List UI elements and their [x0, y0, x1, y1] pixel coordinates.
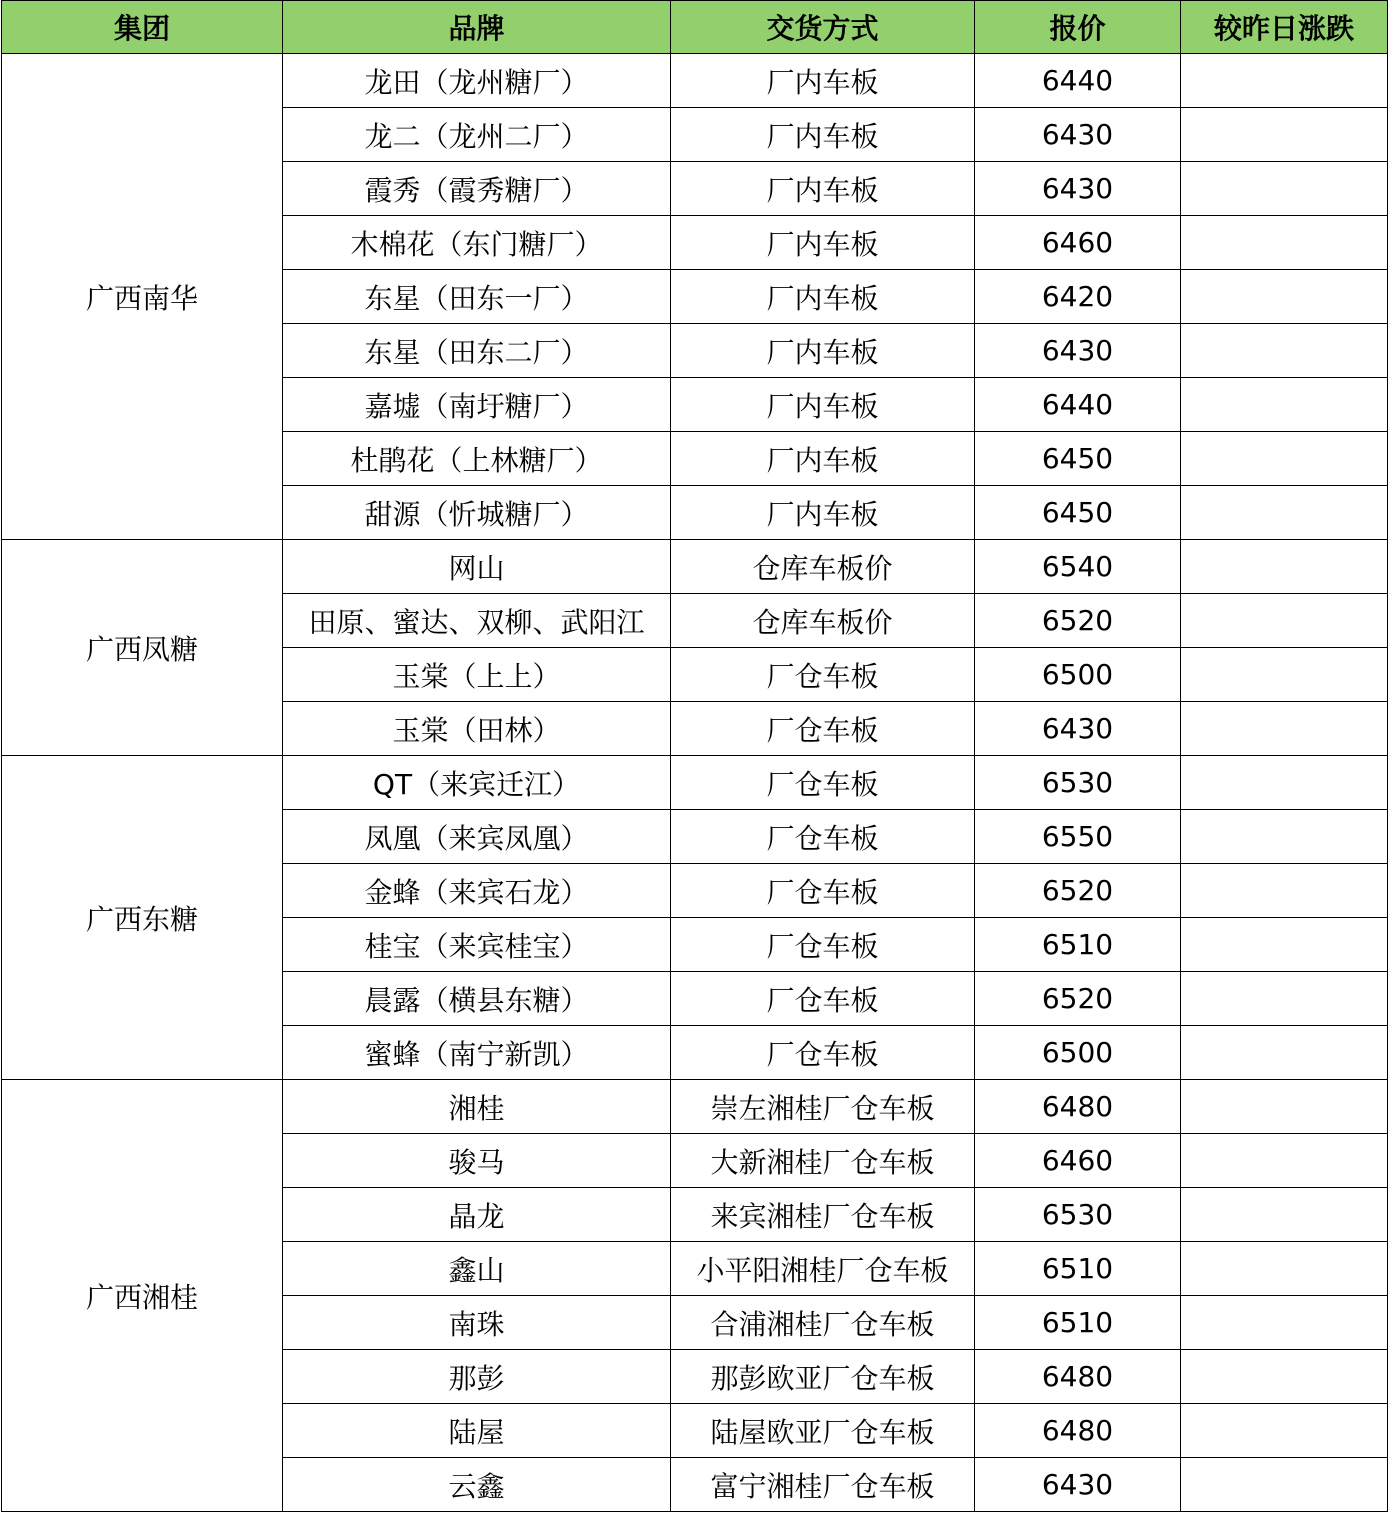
brand-cell: 云鑫 — [283, 1458, 671, 1512]
price-cell: 6520 — [975, 972, 1181, 1026]
table-body — [2, 54, 1388, 1512]
delivery-method-cell: 仓库车板价 — [671, 540, 975, 594]
table-row — [2, 1080, 1388, 1134]
brand-cell: 嘉墟（南圩糖厂） — [283, 378, 671, 432]
brand-cell: 杜鹃花（上林糖厂） — [283, 432, 671, 486]
change-cell — [1181, 594, 1388, 648]
delivery-method-cell: 厂内车板 — [671, 486, 975, 540]
change-cell — [1181, 540, 1388, 594]
header-change: 较昨日涨跌 — [1181, 1, 1388, 54]
change-cell — [1181, 918, 1388, 972]
price-cell: 6530 — [975, 1188, 1181, 1242]
price-cell: 6530 — [975, 756, 1181, 810]
table-row — [2, 540, 1388, 594]
brand-cell: 晨露（横县东糖） — [283, 972, 671, 1026]
delivery-method-cell: 厂仓车板 — [671, 864, 975, 918]
change-cell — [1181, 432, 1388, 486]
brand-cell: 那彭 — [283, 1350, 671, 1404]
change-cell — [1181, 702, 1388, 756]
brand-cell: 蜜蜂（南宁新凯） — [283, 1026, 671, 1080]
brand-cell: 木棉花（东门糖厂） — [283, 216, 671, 270]
group-name-cell: 广西凤糖 — [2, 540, 283, 756]
delivery-method-cell: 来宾湘桂厂仓车板 — [671, 1188, 975, 1242]
change-cell — [1181, 54, 1388, 108]
delivery-method-cell: 厂内车板 — [671, 108, 975, 162]
change-cell — [1181, 1350, 1388, 1404]
change-cell — [1181, 324, 1388, 378]
brand-cell: 龙二（龙州二厂） — [283, 108, 671, 162]
delivery-method-cell: 厂内车板 — [671, 270, 975, 324]
change-cell — [1181, 486, 1388, 540]
delivery-method-cell: 合浦湘桂厂仓车板 — [671, 1296, 975, 1350]
change-cell — [1181, 756, 1388, 810]
header-delivery: 交货方式 — [671, 1, 975, 54]
group-name-cell: 广西东糖 — [2, 756, 283, 1080]
price-cell: 6450 — [975, 432, 1181, 486]
change-cell — [1181, 162, 1388, 216]
brand-cell: 陆屋 — [283, 1404, 671, 1458]
price-cell: 6510 — [975, 918, 1181, 972]
price-cell: 6480 — [975, 1404, 1181, 1458]
header-brand: 品牌 — [283, 1, 671, 54]
change-cell — [1181, 1188, 1388, 1242]
price-cell: 6430 — [975, 324, 1181, 378]
price-cell: 6420 — [975, 270, 1181, 324]
brand-cell: 桂宝（来宾桂宝） — [283, 918, 671, 972]
change-cell — [1181, 1242, 1388, 1296]
price-cell: 6540 — [975, 540, 1181, 594]
price-cell: 6520 — [975, 594, 1181, 648]
brand-cell: 凤凰（来宾凤凰） — [283, 810, 671, 864]
change-cell — [1181, 1458, 1388, 1512]
brand-cell: 龙田（龙州糖厂） — [283, 54, 671, 108]
price-cell: 6460 — [975, 216, 1181, 270]
table-row — [2, 756, 1388, 810]
delivery-method-cell: 厂内车板 — [671, 162, 975, 216]
change-cell — [1181, 810, 1388, 864]
delivery-method-cell: 厂内车板 — [671, 378, 975, 432]
delivery-method-cell: 厂仓车板 — [671, 1026, 975, 1080]
price-cell: 6550 — [975, 810, 1181, 864]
change-cell — [1181, 270, 1388, 324]
change-cell — [1181, 1404, 1388, 1458]
group-name-cell: 广西湘桂 — [2, 1080, 283, 1512]
delivery-method-cell: 厂仓车板 — [671, 918, 975, 972]
brand-cell: 骏马 — [283, 1134, 671, 1188]
price-cell: 6480 — [975, 1350, 1181, 1404]
brand-cell: 南珠 — [283, 1296, 671, 1350]
change-cell — [1181, 1080, 1388, 1134]
price-cell: 6500 — [975, 648, 1181, 702]
delivery-method-cell: 厂内车板 — [671, 432, 975, 486]
change-cell — [1181, 972, 1388, 1026]
brand-cell: 甜源（忻城糖厂） — [283, 486, 671, 540]
change-cell — [1181, 216, 1388, 270]
brand-cell: 玉棠（上上） — [283, 648, 671, 702]
change-cell — [1181, 108, 1388, 162]
delivery-method-cell: 大新湘桂厂仓车板 — [671, 1134, 975, 1188]
brand-cell: 金蜂（来宾石龙） — [283, 864, 671, 918]
price-cell: 6510 — [975, 1242, 1181, 1296]
delivery-method-cell: 崇左湘桂厂仓车板 — [671, 1080, 975, 1134]
price-cell: 6440 — [975, 378, 1181, 432]
delivery-method-cell: 厂仓车板 — [671, 702, 975, 756]
price-cell: 6480 — [975, 1080, 1181, 1134]
price-cell: 6500 — [975, 1026, 1181, 1080]
price-cell: 6450 — [975, 486, 1181, 540]
brand-cell: 鑫山 — [283, 1242, 671, 1296]
group-name-cell: 广西南华 — [2, 54, 283, 540]
delivery-method-cell: 厂仓车板 — [671, 756, 975, 810]
change-cell — [1181, 1134, 1388, 1188]
change-cell — [1181, 378, 1388, 432]
price-cell: 6430 — [975, 162, 1181, 216]
brand-cell: 东星（田东一厂） — [283, 270, 671, 324]
delivery-method-cell: 厂仓车板 — [671, 972, 975, 1026]
sugar-price-table — [1, 0, 1388, 1512]
change-cell — [1181, 864, 1388, 918]
delivery-method-cell: 厂仓车板 — [671, 810, 975, 864]
header-row — [2, 1, 1388, 54]
header-price: 报价 — [975, 1, 1181, 54]
price-cell: 6430 — [975, 108, 1181, 162]
delivery-method-cell: 厂仓车板 — [671, 648, 975, 702]
delivery-method-cell: 厂内车板 — [671, 54, 975, 108]
brand-cell: 玉棠（田林） — [283, 702, 671, 756]
header-group: 集团 — [2, 1, 283, 54]
brand-cell: 东星（田东二厂） — [283, 324, 671, 378]
brand-cell: 湘桂 — [283, 1080, 671, 1134]
brand-cell: 网山 — [283, 540, 671, 594]
delivery-method-cell: 富宁湘桂厂仓车板 — [671, 1458, 975, 1512]
brand-cell: 晶龙 — [283, 1188, 671, 1242]
change-cell — [1181, 1296, 1388, 1350]
price-cell: 6520 — [975, 864, 1181, 918]
delivery-method-cell: 仓库车板价 — [671, 594, 975, 648]
price-cell: 6430 — [975, 702, 1181, 756]
price-cell: 6430 — [975, 1458, 1181, 1512]
brand-cell: 霞秀（霞秀糖厂） — [283, 162, 671, 216]
change-cell — [1181, 648, 1388, 702]
delivery-method-cell: 厂内车板 — [671, 324, 975, 378]
delivery-method-cell: 那彭欧亚厂仓车板 — [671, 1350, 975, 1404]
delivery-method-cell: 陆屋欧亚厂仓车板 — [671, 1404, 975, 1458]
price-cell: 6510 — [975, 1296, 1181, 1350]
price-cell: 6440 — [975, 54, 1181, 108]
change-cell — [1181, 1026, 1388, 1080]
price-cell: 6460 — [975, 1134, 1181, 1188]
delivery-method-cell: 厂内车板 — [671, 216, 975, 270]
delivery-method-cell: 小平阳湘桂厂仓车板 — [671, 1242, 975, 1296]
table-row — [2, 54, 1388, 108]
brand-cell: 田原、蜜达、双柳、武阳江 — [283, 594, 671, 648]
brand-cell: QT（来宾迁江） — [283, 756, 671, 810]
